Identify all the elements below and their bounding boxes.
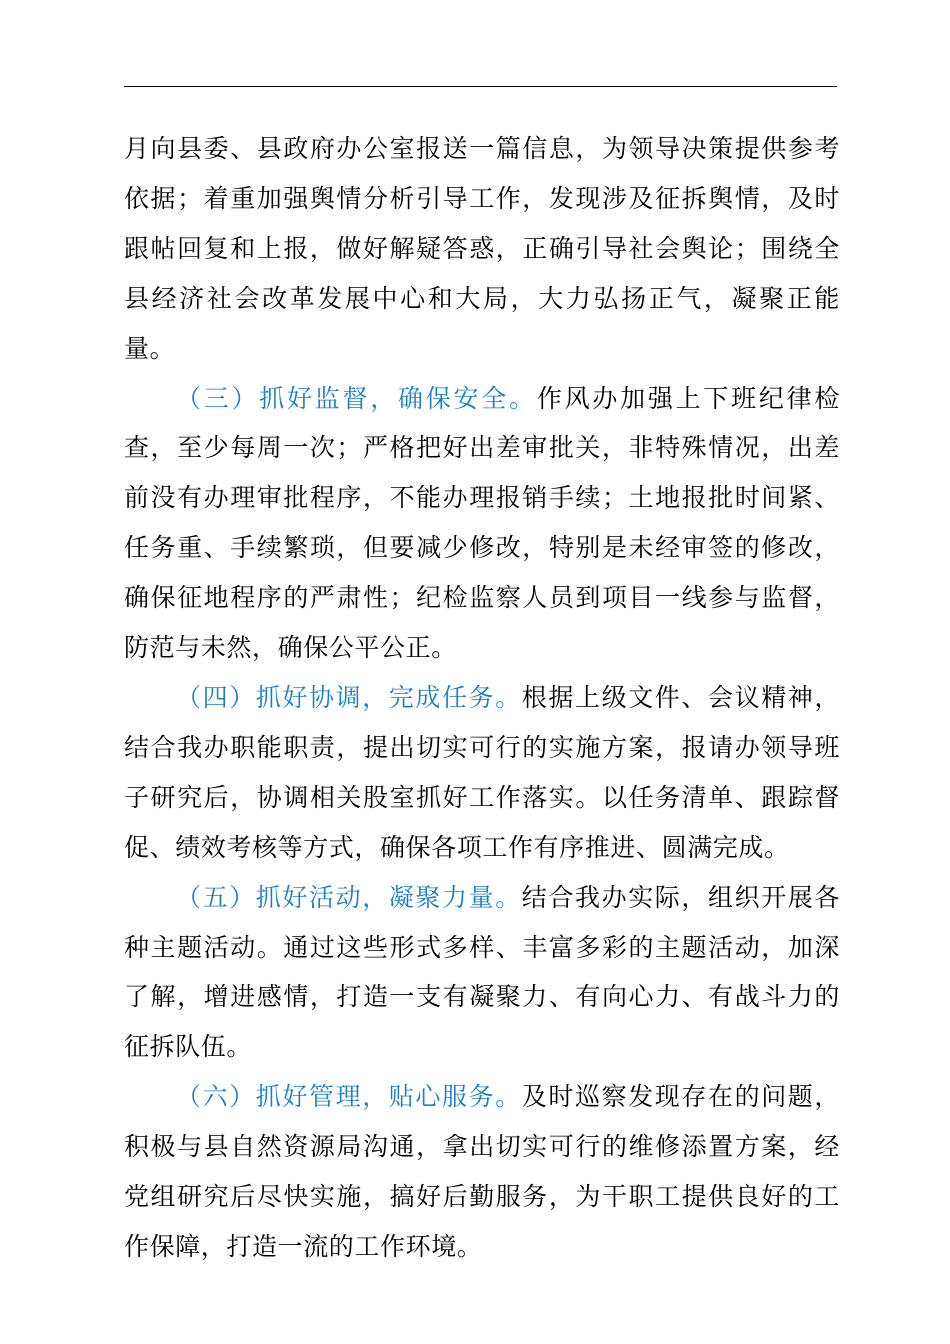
document-body xyxy=(124,124,840,1272)
paragraph-text: 结合我办实际，组织开展各种主题活动。通过这些形式多样、丰富多彩的主题活动，加深了解，增进感情，打造一支有凝聚力、有向心力、有战斗力的征拆队伍。 xyxy=(124,882,840,1062)
header-rule xyxy=(124,86,837,87)
paragraph-heading: （六）抓好管理，贴心服务。 xyxy=(176,1082,522,1112)
paragraph-heading: （三）抓好监督，确保安全。 xyxy=(176,383,537,413)
paragraph-activities xyxy=(124,873,840,1073)
paragraph-heading: （四）抓好协调，完成任务。 xyxy=(176,682,522,712)
paragraph-text: 根据上级文件、会议精神，结合我办职能职责，提出切实可行的实施方案，报请办领导班子研究后，协调相关股室抓好工作落实。以任务清单、跟踪督促、绩效考核等方式，确保各项工作有序推进、圆满完成。 xyxy=(124,682,840,862)
paragraph-text: 月向县委、县政府办公室报送一篇信息，为领导决策提供参考依据；着重加强舆情分析引导工作，发现涉及征拆舆情，及时跟帖回复和上报，做好解疑答惑，正确引导社会舆论；围绕全县经济社会改革发展中心和大局，大力弘扬正气，凝聚正能量。 xyxy=(124,134,840,363)
paragraph-heading: （五）抓好活动，凝聚力量。 xyxy=(176,882,522,912)
paragraph-supervision xyxy=(124,374,840,673)
paragraph-coordination xyxy=(124,673,840,873)
paragraph-continuation xyxy=(124,124,840,374)
paragraph-text: 作风办加强上下班纪律检查，至少每周一次；严格把好出差审批关，非特殊情况，出差前没有办理审批程序，不能办理报销手续；土地报批时间紧、任务重、手续繁琐，但要减少修改，特别是未经审签的修改，确保征地程序的严肃性；纪检监察人员到项目一线参与监督，防范与未然，确保公平公正。 xyxy=(124,383,840,663)
paragraph-text: 及时巡察发现存在的问题，积极与县自然资源局沟通，拿出切实可行的维修添置方案，经党组研究后尽快实施，搞好后勤服务，为干职工提供良好的工作保障，打造一流的工作环境。 xyxy=(124,1082,840,1261)
paragraph-management xyxy=(124,1072,840,1272)
